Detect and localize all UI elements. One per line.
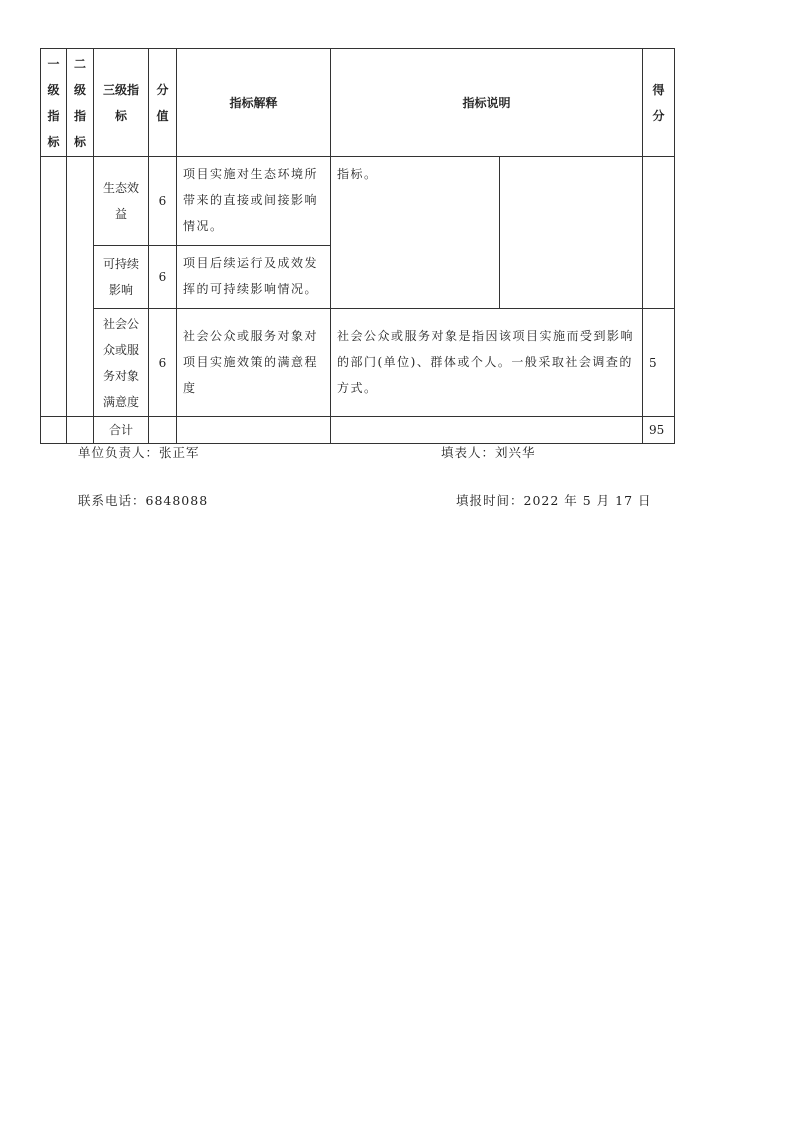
total-empty-cell [177, 417, 331, 444]
total-empty-cell [67, 417, 94, 444]
description-empty-cell [500, 157, 643, 309]
total-score: 95 [643, 417, 675, 444]
form-filler: 填表人：刘兴华 [441, 445, 536, 460]
indicator-description: 社会公众或服务对象是指因该项目实施而受到影响 的部门(单位)、群体或个人。一般采取社会调查的 方式。 [331, 309, 643, 417]
indicator-table [40, 48, 675, 444]
header-score-value: 分 值 [149, 49, 177, 157]
header-interpretation: 指标解释 [177, 49, 331, 157]
fill-date: 填报时间：2022 年 5 月 17 日 [456, 493, 652, 508]
table-row [41, 309, 675, 417]
header-description: 指标说明 [331, 49, 643, 157]
indicator-value: 6 [149, 309, 177, 417]
indicator-interpretation: 项目实施对生态环境所 带来的直接或间接影响 情况。 [177, 157, 331, 246]
total-label: 合计 [94, 417, 149, 444]
level1-cell [41, 157, 67, 417]
indicator-name: 生态效 益 [94, 157, 149, 246]
indicator-score [643, 157, 675, 309]
indicator-name: 社会公 众或服 务对象 满意度 [94, 309, 149, 417]
header-score: 得 分 [643, 49, 675, 157]
header-level1-indicator: 一 级 指 标 [41, 49, 67, 157]
total-empty-cell [149, 417, 177, 444]
indicator-interpretation: 项目后续运行及成效发 挥的可持续影响情况。 [177, 246, 331, 309]
table-header-row [41, 49, 675, 157]
indicator-description: 指标。 [331, 157, 500, 309]
indicator-value: 6 [149, 246, 177, 309]
header-level3-indicator: 三级指 标 [94, 49, 149, 157]
total-row [41, 417, 675, 444]
indicator-value: 6 [149, 157, 177, 246]
indicator-score: 5 [643, 309, 675, 417]
contact-phone: 联系电话：6848088 [78, 493, 209, 508]
indicator-interpretation: 社会公众或服务对象对 项目实施效策的满意程 度 [177, 309, 331, 417]
level2-cell [67, 157, 94, 417]
total-empty-cell [41, 417, 67, 444]
indicator-name: 可持续 影响 [94, 246, 149, 309]
table-row [41, 157, 675, 246]
unit-leader: 单位负责人：张正军 [78, 445, 200, 460]
total-empty-cell [331, 417, 643, 444]
header-level2-indicator: 二 级 指 标 [67, 49, 94, 157]
